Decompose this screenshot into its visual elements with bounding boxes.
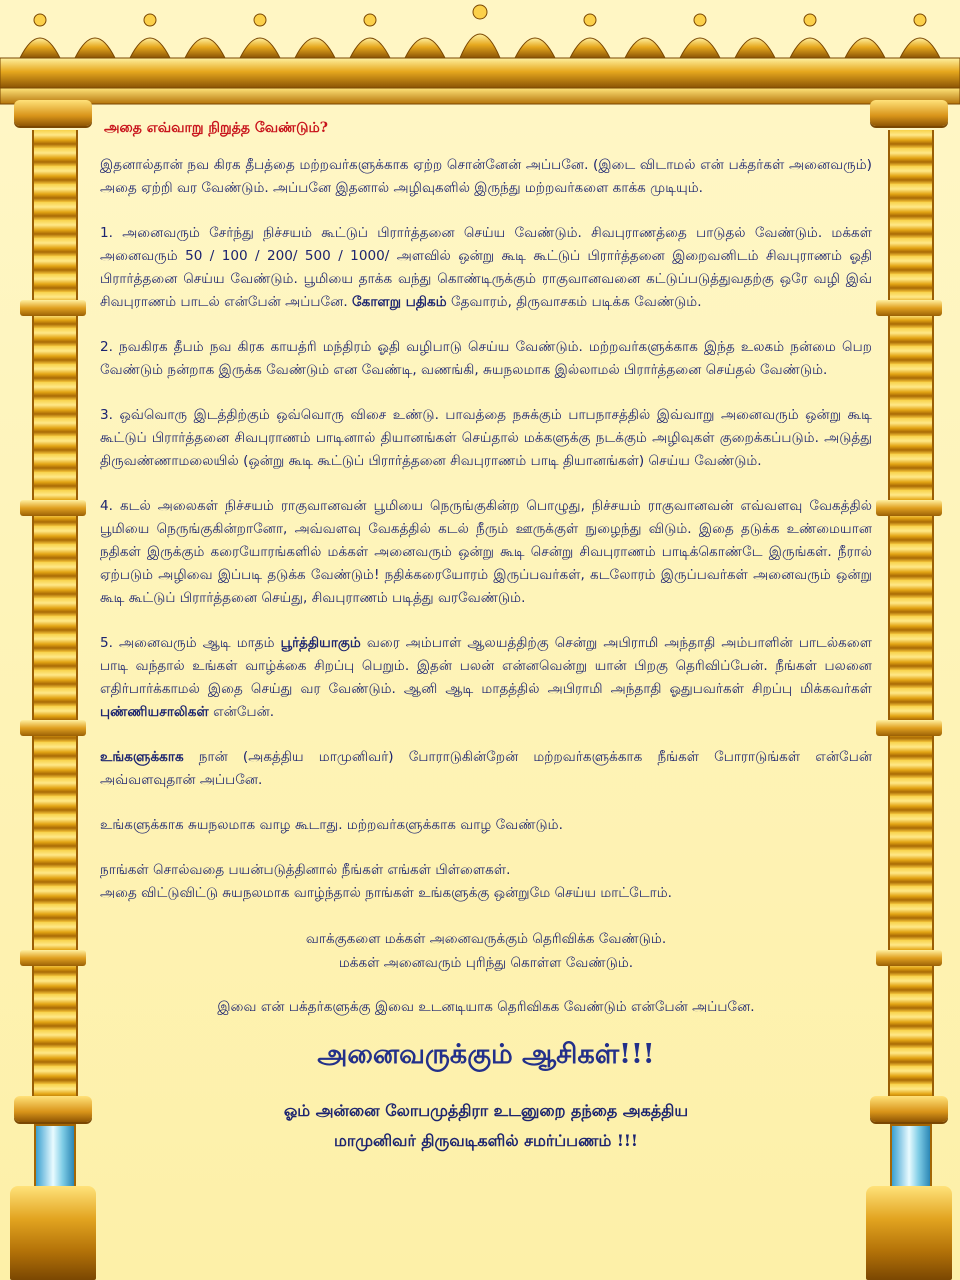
punniyasaligal-highlight: புண்ணியசாலிகள் [100,704,209,720]
pillar-capital [870,100,948,126]
point-5-text-c: என்பேன். [213,704,275,720]
poorthiyagum-highlight: பூர்த்தியாகும் [280,635,361,651]
point-1-paragraph [100,222,872,314]
pillar-band [876,500,942,516]
blessing-heading: அனைவருக்கும் ஆசிகள்!!! [317,1039,655,1070]
pillar-ring [14,1096,92,1122]
statement-paragraph [100,746,872,792]
pillar-glass-segment [34,1124,76,1188]
notice-line-2: மக்கள் அனைவரும் புரிந்து கொள்ள வேண்டும். [338,955,634,971]
point-3-paragraph: 3. ஒவ்வொரு இடத்திற்கும் ஒவ்வொரு விசை உண்டு. பாவத்தை நசுக்கும் பாபநாசத்தில் இவ்வாறு அனைவரும் ஒன்று கூடி கூட்டுப் பிரார்த்தனை சிவபுராணம் பாடினால் தியானங்கள் செய்தால் மக்களுக்கு நடக்கும் அழிவுகள் குறைக்கப்படும். அடுத்து திருவண்ணாமலையில் (ஒன்று கூடி கூட்டுப் பிரார்த்தனை சிவபுராணம் பாடி தியானங்கள்) செய்ய வேண்டும். [100,407,872,469]
pillar-band [876,300,942,316]
point-1-text-end: தேவாரம், திருவாசகம் படிக்க வேண்டும். [451,294,702,310]
document-title: அதை எவ்வாறு நிறுத்த வேண்டும்? [104,120,328,136]
notice-line-1: வாக்குகளை மக்கள் அனைவருக்கும் தெரிவிக்க வேண்டும். [305,931,667,947]
children-paragraph [100,859,872,905]
document-body [100,120,872,1156]
right-pillar [866,100,952,1280]
pillar-band [876,720,942,736]
kolaru-pathigam-highlight: கோளறு பதிகம் [351,294,447,310]
ornamental-arch [0,0,960,130]
pillar-band [876,950,942,966]
children-line-1: நாங்கள் சொல்வதை பயன்படுத்தினால் நீங்கள் எங்கள் பிள்ளைகள். [100,862,511,878]
pillar-ring [870,1096,948,1122]
dedication-line-1: ஓம் அன்னை லோபமுத்திரா உடனுறை தந்தை அகத்திய [283,1101,689,1120]
left-pillar [10,100,96,1280]
statement-text: நான் (அகத்திய மாமுனிவர்) போராடுகின்றேன் மற்றவர்களுக்காக நீங்கள் போராடுங்கள் என்பேன் அவ்வளவுதான் அப்பனே. [100,749,873,788]
point-1-text: 1. அனைவரும் சேர்ந்து நிச்சயம் கூட்டுப் பிரார்த்தனை செய்ய வேண்டும். சிவபுராணத்தை பாடுதல் வேண்டும். மக்கள் அனைவரும் 50 / 100 / 200/ 500 / 1000/ அளவில் ஒன்று கூடி கூட்டுப் பிரார்த்தனை இறைவனிடம் சிவபுராணம் ஓதி பிரார்த்தனை செய்ய வேண்டும். பூமியை தாக்க வந்து கொண்டிருக்கும் ராகுவானவனை கட்டுப்படுத்துவதற்கு ஒரே வழி இவ் சிவபுராணம் பாடல் என்பேன் அப்பனே. [100,225,872,310]
intro-paragraph: இதனால்தான் நவ கிரக தீபத்தை மற்றவர்களுக்காக ஏற்ற சொன்னேன் அப்பனே. (இடை விடாமல் என் பக்தர்கள் அனைவரும்) அதை ஏற்றி வர வேண்டும். அப்பனே இதனால் அழிவுகளில் இருந்து மற்றவர்களை காக்க முடியும். [100,157,872,196]
pillar-base [866,1186,952,1280]
pillar-capital [14,100,92,126]
notice-block [100,927,872,975]
pillar-band [20,300,86,316]
dedication-line-2: மாமுனிவர் திருவடிகளில் சமர்ப்பணம் !!! [334,1131,638,1150]
pillar-band [20,720,86,736]
pillar-band [20,500,86,516]
point-2-paragraph: 2. நவகிரக தீபம் நவ கிரக காயத்ரி மந்திரம் ஓதி வழிபாடு செய்ய வேண்டும். மற்றவர்களுக்காக இந்த உலகம் நன்மை பெற வேண்டும் நன்றாக இருக்க வேண்டும் என வேண்டி, வணங்கி, சுயநலமாக இல்லாமல் பிரார்த்தனை செய்தல் வேண்டும். [100,339,872,378]
point-5-text-b: வரை அம்பாள் ஆலயத்திற்கு சென்று அபிராமி அந்தாதி அம்பாளின் பாடல்களை பாடி வந்தால் உங்கள் வாழ்க்கை சிறப்பு பெறும். இதன் பலன் என்னவென்று யான் பிறகு தெரிவிப்பேன். நீங்கள் பலனை எதிர்பார்க்காமல் இதை செய்து வர வேண்டும். ஆனி ஆடி மாதத்தில் அபிராமி அந்தாதி ஓதுபவர்கள் சிறப்பு மிக்கவர்கள் [100,635,872,697]
pillar-base [10,1186,96,1280]
ungalukkaga-highlight: உங்களுக்காக [100,749,184,765]
children-line-2: அதை விட்டுவிட்டு சுயநலமாக வாழ்ந்தால் நாங்கள் உங்களுக்கு ஒன்றுமே செய்ய மாட்டோம். [100,885,673,901]
selfless-line: உங்களுக்காக சுயநலமாக வாழ கூடாது. மற்றவர்களுக்காக வாழ வேண்டும். [100,817,563,833]
pillar-band [20,950,86,966]
urgent-line: இவை என் பக்தர்களுக்கு இவை உடனடியாக தெரிவிகக வேண்டும் என்பேன் அப்பனே. [217,999,755,1015]
dedication-block [100,1096,872,1156]
point-4-paragraph: 4. கடல் அலைகள் நிச்சயம் ராகுவானவன் பூமியை நெருங்குகின்ற பொழுது, நிச்சயம் ராகுவானவன் எவ்வளவு வேகத்தில் பூமியை நெருங்குகின்றானோ, அவ்வளவு வேகத்தில் கடல் நீரும் ஊருக்குள் நுழைந்து விடும். இதை தடுக்க உண்மையான நதிகள் இருக்கும் கரையோரங்களில் மக்கள் அனைவரும் ஒன்று கூடி சென்று சிவபுராணம் பாடிக்கொண்டே இருங்கள். நீரால் ஏற்படும் அழிவை இப்படி தடுக்க வேண்டும்! நதிக்கரையோரம் இருப்பவர்கள், கடலோரம் இருப்பவர்கள் அனைவரும் ஒன்று கூடி கூட்டுப் பிரார்த்தனை செய்து, சிவபுராணம் படித்து வரவேண்டும். [100,498,872,606]
point-5-paragraph [100,632,872,724]
pillar-glass-segment [890,1124,932,1188]
point-5-text-a: 5. அனைவரும் ஆடி மாதம் [100,635,275,651]
